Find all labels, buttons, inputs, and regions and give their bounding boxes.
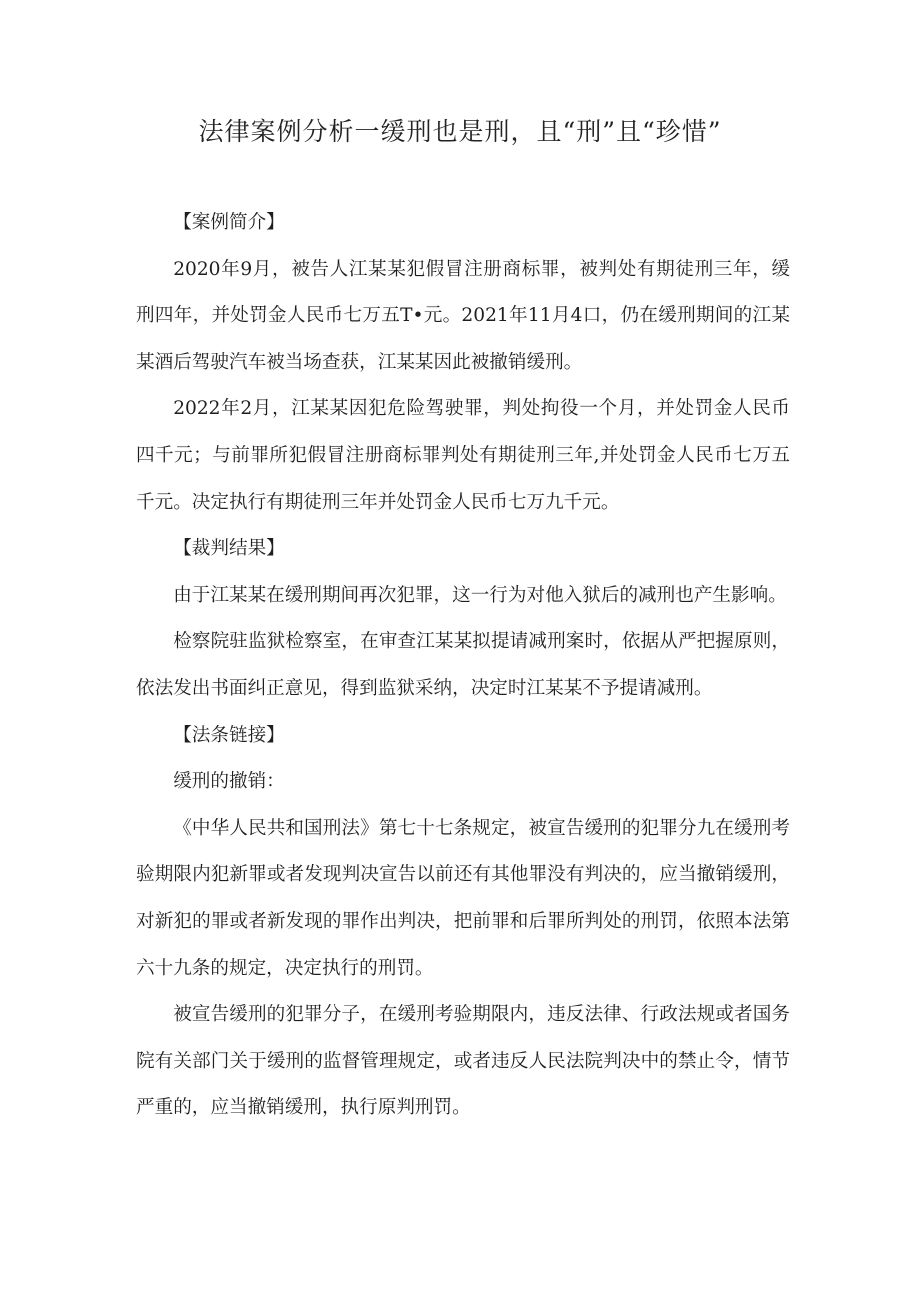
paragraph: 缓刑的撤销： xyxy=(173,771,285,793)
paragraph: 检察院驻监狱检察室，在审查江某某拟提请减刑案时，依据从严把握原则，依法发出书面纠正意见，得到监狱采纳，决定时江某某不予提请减刑。 xyxy=(136,631,790,699)
document-title: 法律案例分析一缓刑也是刑，且“刑”且“珍惜” xyxy=(198,117,722,146)
section-heading-case-summary: 【案例简介】 xyxy=(173,212,285,233)
section-heading-law-links: 【法条链接】 xyxy=(173,724,285,746)
paragraph: 2022年2月，江某某因犯危险驾驶罪，判处拘役一个月，并处罚金人民币四千元；与前罪所犯假冒注册商标罪判处有期徒刑三年,并处罚金人民币七万五千元。决定执行有期徒刑三年并处罚金人民币七万九千元。 xyxy=(136,398,790,513)
paragraph: 被宣告缓刑的犯罪分子，在缓刑考验期限内，违反法律、行政法规或者国务院有关部门关于缓刑的监督管理规定，或者违反人民法院判决中的禁止令，情节严重的，应当撤销缓刑，执行原判刑罚。 xyxy=(136,1004,790,1119)
paragraph: 由于江某某在缓刑期间再次犯罪，这一行为对他入狱后的减刑也产生影响。 xyxy=(173,584,787,606)
paragraph: 2020年9月，被告人江某某犯假冒注册商标罪，被判处有期徒刑三年，缓刑四年，并处罚金人民币七万五T•元。2021年11月4口，仍在缓刑期间的江某某酒后驾驶汽车被当场查获，江某某因此被撤销缓刑。 xyxy=(136,258,790,373)
paragraph: 《中华人民共和国刑法》第七十七条规定，被宣告缓刑的犯罪分九在缓刑考验期限内犯新罪或者发现判决宣告以前还有其他罪没有判决的，应当撤销缓刑，对新犯的罪或者新发现的罪作出判决，把前罪和后罪所判处的刑罚，依照本法第六十九条的规定，决定执行的刑罚。 xyxy=(136,817,790,979)
document-body xyxy=(136,200,790,1132)
section-heading-judgment-result: 【裁判结果】 xyxy=(173,538,285,560)
